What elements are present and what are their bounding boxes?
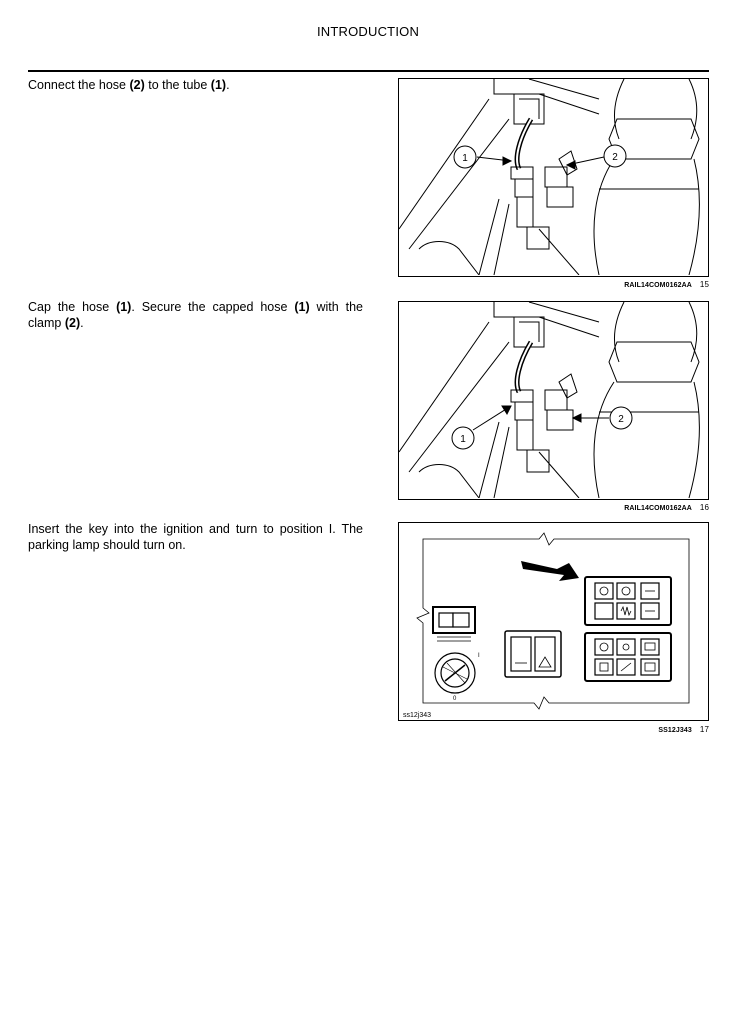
- figure-code: RAIL14COM0162AA: [624, 282, 692, 289]
- ignition-panel-illustration: [399, 523, 707, 719]
- figure-number: 15: [699, 280, 709, 289]
- figure-15-hose-connection: [398, 78, 709, 277]
- figure-number: 16: [699, 503, 709, 512]
- callout-label-1: 1: [462, 153, 468, 164]
- figure-16-caption: [398, 503, 709, 512]
- figure-code: RAIL14COM0162AA: [624, 505, 692, 512]
- step-3-text: Insert the key into the ignition and turn to position I. The parking lamp should turn on.: [28, 522, 363, 552]
- figure-15-caption: [398, 280, 709, 289]
- hose-tube-illustration: [399, 79, 707, 275]
- header-rule: [28, 70, 709, 72]
- figure-code: SS12J343: [658, 727, 692, 734]
- step-1-text: Connect the hose (2) to the tube (1).: [28, 78, 230, 92]
- callout-label-2: 2: [612, 152, 618, 163]
- key-position-off: 0: [453, 696, 457, 702]
- callout-label-2: 2: [618, 414, 624, 425]
- figure-number: 17: [699, 725, 709, 734]
- key-position-on: I: [478, 653, 480, 659]
- figure-17-caption: [398, 725, 709, 734]
- figure-16-capped-hose: [398, 301, 709, 500]
- figure-17-ignition-panel: [398, 522, 709, 721]
- callout-label-1: 1: [460, 434, 466, 445]
- capped-hose-illustration: [399, 302, 707, 498]
- figure-inner-label: ss12j343: [403, 712, 432, 719]
- page-header-title: INTRODUCTION: [316, 24, 420, 39]
- step-2-text: Cap the hose (1). Secure the capped hose (1) with the clamp (2).: [28, 300, 363, 330]
- pointer-arrow-icon: [521, 561, 579, 581]
